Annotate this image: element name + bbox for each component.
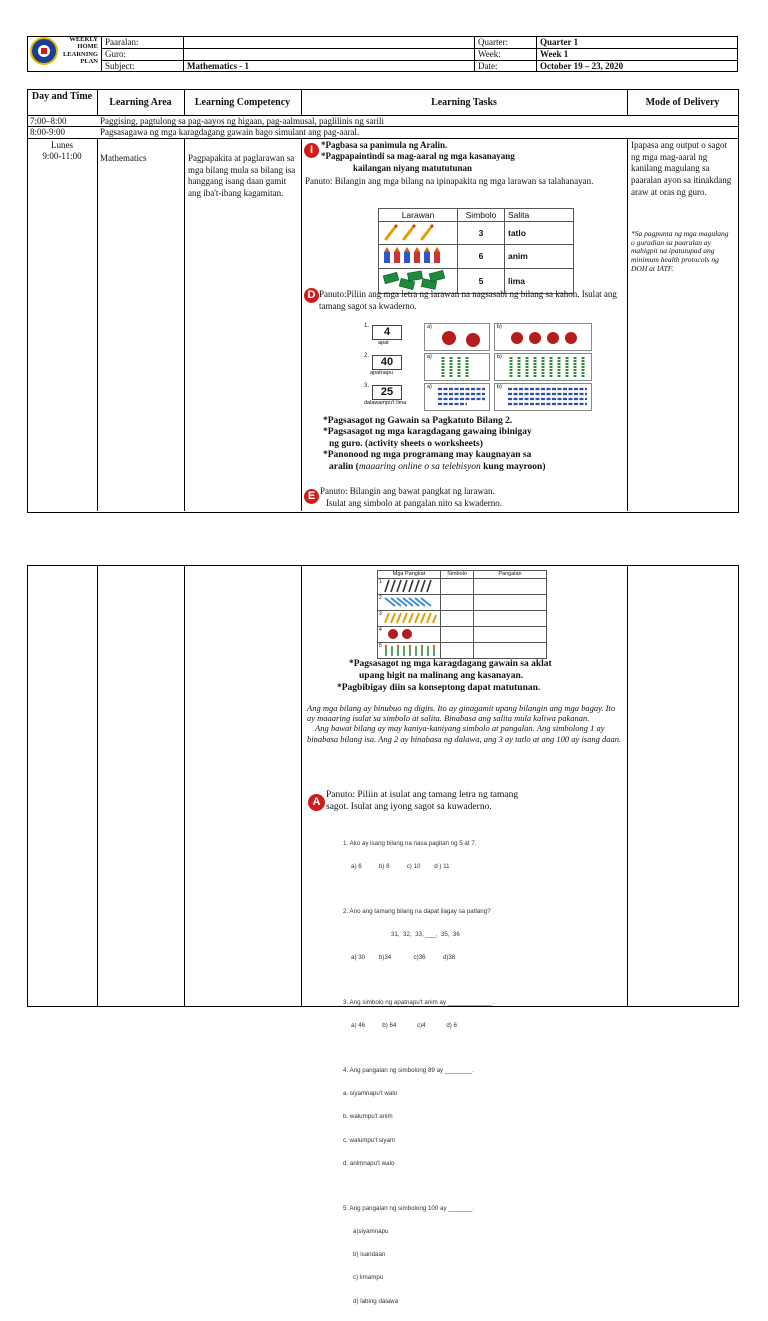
- health-protocol-note: *Sa pagpunta ng mga magulang o guradian sa paaralan ay mahigpit na ipatutupad ang minimum health protocols ng DOH at IATF.: [631, 229, 729, 273]
- day-label: Lunes: [51, 140, 73, 150]
- paaralan-label: Paaralan:: [102, 37, 184, 49]
- header-mode-of-delivery: Mode of Delivery: [645, 97, 720, 108]
- main-table-page1: [27, 89, 738, 512]
- row2-text: Pagsasagawa ng mga karagdagang gawain bago simulant ang pag-aaral.: [100, 127, 360, 137]
- question-2-options: a) 30 b)34 c)36 d)38: [351, 954, 456, 961]
- grouping-row-4: 4: [378, 627, 441, 643]
- header-day-time: Day and Time: [31, 91, 93, 102]
- d-exercise: 1. 4 apat a) b) 2. 40 apatnapu a) b) 3. 25 dalawampu't lima a) b): [364, 323, 590, 413]
- guro-label: Guro:: [102, 48, 184, 60]
- lesson-explanation: Ang mga bilang ay binubuo ng digits. Ito ay ginagamit upang bilangin ang mga bagay. Ito ay maaaring isulat sa simbolo at salita. Binabasa ang salita mula kaliwa pakanan. Ang bawat bilang ay may kaniya-kaniyang simbolo at pangalan. Ang simbolong 1 ay binabasa bilang isa. Ang 2 ay binabasa ng dalawa, ang 3 ay tatlo at ang 100 ay isang daan.: [307, 703, 622, 744]
- grouping-row-2: 2: [378, 595, 441, 611]
- e-panuto: Panuto: Bilangin ang bawat pangkat ng larawan. Isulat ang simbolo at pangalan nito sa kwaderno.: [320, 486, 502, 508]
- date-value: October 19 – 23, 2020: [537, 60, 738, 72]
- day-cell: [27, 140, 97, 163]
- guro-value[interactable]: [184, 48, 475, 60]
- grouping-table: Mga Pangkat Simbolo Pangalan 1 2 3 4 5: [377, 570, 547, 659]
- d-letter-icon: D: [304, 288, 319, 303]
- d-panuto: Panuto:Piliin ang mga letra ng larawan na nagsasabi ng bilang sa kahon. Isulat ang tamang sagot sa kwaderno.: [319, 289, 617, 311]
- main-table-page2: [27, 565, 738, 1305]
- header-learning-competency: Learning Competency: [194, 97, 291, 108]
- d2-option-a[interactable]: a): [424, 353, 490, 381]
- week-value: Week 1: [537, 48, 738, 60]
- a-letter-icon: A: [308, 794, 325, 811]
- question-4: 4. Ang pangalan ng simbolong 89 ay ________.: [343, 1066, 475, 1074]
- quarter-value: Quarter 1: [537, 37, 738, 49]
- date-label: Date:: [475, 60, 537, 72]
- grouping-row-3: 3: [378, 611, 441, 627]
- counting-table: Larawan Simbolo Salita 3 tatlo 6 anim 5 lima: [378, 208, 574, 294]
- d-followup-tasks: *Pagsasagot ng Gawain sa Pagkatuto Bilang 2. *Pagsasagot ng mga karagdagang gawaing ibinigay ng guro. (activity sheets o worksheets) *Panonood ng mga programang may kaugnayan sa aralin (maaaring online o sa telebisyon kung mayroon): [323, 416, 546, 472]
- header-learning-area: Learning Area: [109, 97, 172, 108]
- crayon-icons: [379, 245, 458, 268]
- question-1: 1. Ako ay isang bilang na nasa pagitan ng 5 at 7.: [343, 839, 477, 847]
- page2-followup: *Pagsasagot ng mga karagdagang gawain sa aklat upang higit na malinang ang kasanayan. *Pagbibigay diin sa konseptong dapat matutunan.: [337, 659, 552, 693]
- question-3: 3. Ang simbolo ng apatnapu't anim ay _____________.: [343, 998, 495, 1006]
- time-label: 9:00-11:00: [42, 151, 82, 162]
- week-label: Week:: [475, 48, 537, 60]
- grouping-row-1: 1: [378, 579, 441, 595]
- subject-value: Mathematics - 1: [184, 60, 475, 72]
- e-letter-icon: E: [304, 489, 319, 504]
- quarter-label: Quarter:: [475, 37, 537, 49]
- d3-option-a[interactable]: a): [424, 383, 490, 411]
- learning-competency: Pagpapakita at paglarawan sa mga bilang mula sa bilang isa hanggang isang daan gamit ang iba't-ibang kagamitan.: [188, 153, 296, 199]
- question-1-options: a) 6 b) 8 c) 10 d ) 11: [351, 862, 450, 870]
- question-2: 2. Ano ang tamang bilang na dapat ilagay sa patlang?: [343, 907, 491, 915]
- d3-option-b[interactable]: b): [494, 383, 592, 411]
- question-5: 5. Ang pangalan ng simbolong 100 ay _______.: [343, 1204, 475, 1212]
- row2-time: 8:00-9:00: [30, 127, 65, 137]
- pencil-icons: [379, 222, 458, 245]
- quiz-questions: 1. Ako ay isang bilang na nasa pagitan ng 5 at 7. a) 6 b) 8 c) 10 d ) 11 2. Ano ang tamang bilang na dapat ilagay sa patlang? 31, 32, 33, ___, 35, 36 a) 30 b)34 c)36 d)38 3. Ang simbolo ng apatnapu't anim ay _____________. a) 46 b) 64 c)4 d) 6 4. Ang pangalan ng simbolong 89 ay ________. a. siyamnapu't walo b. walumpu't anim c. walumpu't siyam d. animnapu't walo 5. Ang pangalan ng simbolong 100 ay _______. a)siyamnapu b) isandaan c) limampu d) labing dalawa: [343, 824, 613, 1321]
- grouping-row-5: 5: [378, 643, 441, 659]
- d2-option-b[interactable]: b): [494, 353, 592, 381]
- mode-of-delivery-text: Ipapasa ang output o sagot ng mga mag-aaral ng kanilang magulang sa paaralan ayon sa itinakdang araw at oras ng guro.: [631, 140, 732, 197]
- i-instructions: *Pagbasa sa panimula ng Aralin. *Pagpapaintindi sa mag-aaral ng mga kasanayang kailangan niyang matututunan: [321, 140, 515, 173]
- row1-time: 7:00–8:00: [30, 116, 67, 126]
- d1-option-b[interactable]: b): [494, 323, 592, 351]
- header-learning-tasks: Learning Tasks: [431, 97, 497, 108]
- i-panuto: Panuto: Bilangin ang mga bilang na ipinapakita ng mga larawan sa talahanayan.: [305, 176, 594, 186]
- learning-area: Mathematics: [100, 153, 147, 163]
- paaralan-value[interactable]: [184, 37, 475, 49]
- i-letter-icon: I: [304, 143, 319, 158]
- row1-text: Paggising, pagtulong sa pag-aayos ng higaan, pag-aalmusal, paglilinis ng sarili: [100, 116, 384, 126]
- whlp-logo-text: WEEKLY HOME LEARNING PLAN: [62, 36, 98, 66]
- question-3-options: a) 46 b) 64 c)4 d) 6: [351, 1022, 457, 1029]
- d1-option-a[interactable]: a): [424, 323, 490, 351]
- header-table: [27, 36, 738, 72]
- a-panuto: Panuto: Piliin at isulat ang tamang letra ng tamang sagot. Isulat ang iyong sagot sa kuwaderno.: [326, 790, 519, 813]
- subject-label: Subject:: [102, 60, 184, 72]
